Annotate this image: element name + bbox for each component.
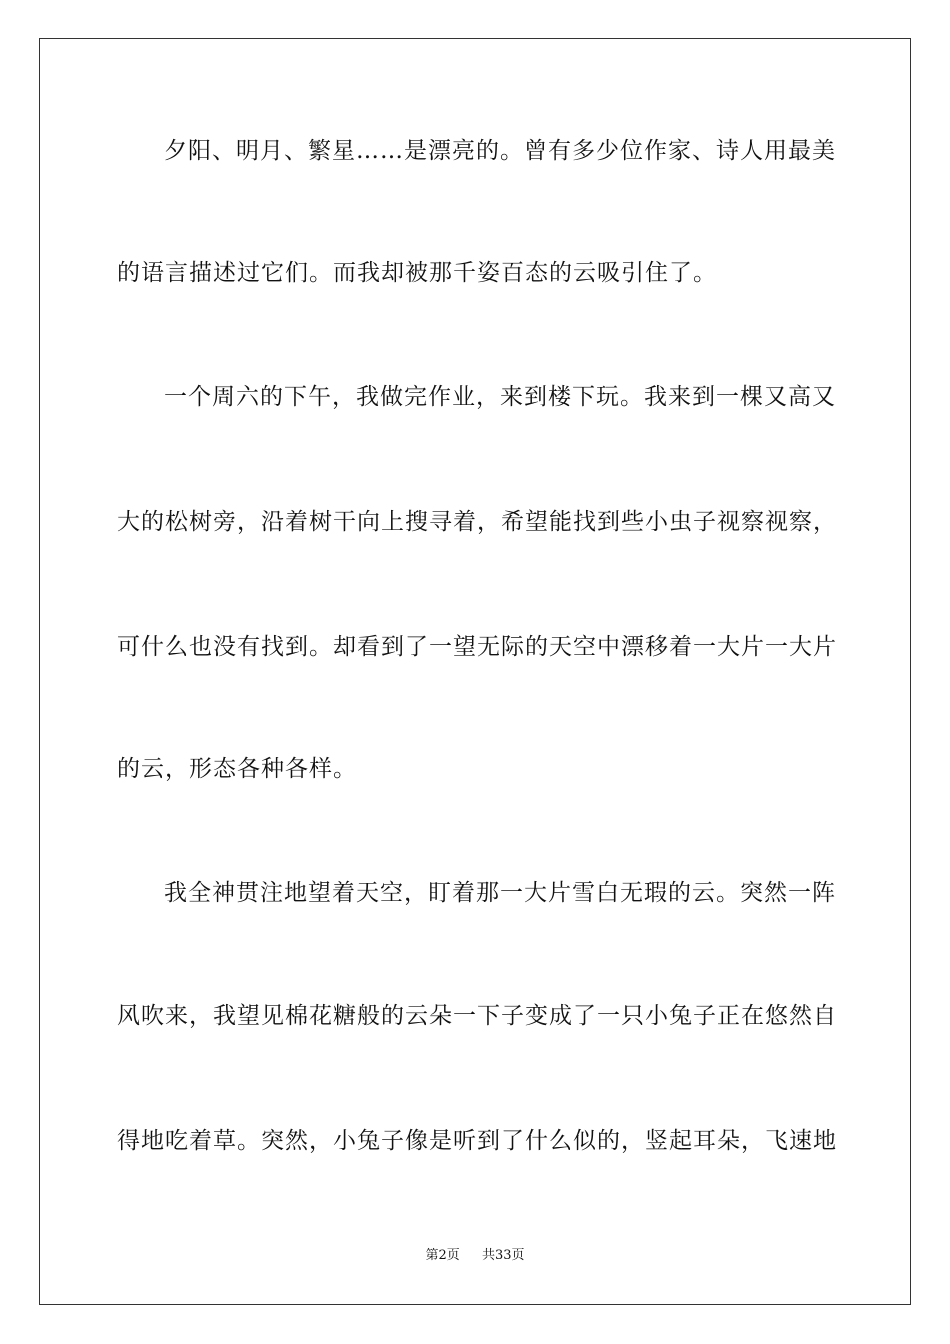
paragraph-2-line-4: 的云，形态各种各样。 [117,756,357,782]
paragraph-3-line-3: 得地吃着草。突然，小兔子像是听到了什么似的，竖起耳朵，飞速地 [117,1128,837,1154]
paragraph-2-line-1: 一个周六的下午，我做完作业，来到楼下玩。我来到一棵又高又 [164,384,836,410]
paragraph-3-line-2: 风吹来，我望见棉花糖般的云朵一下子变成了一只小兔子正在悠然自 [117,1003,837,1029]
page-number: 第2页 [425,1248,460,1263]
paragraph-1-line-2: 的语言描述过它们。而我却被那千姿百态的云吸引住了。 [117,260,717,286]
paragraph-2-line-3: 可什么也没有找到。却看到了一望无际的天空中漂移着一大片一大片 [117,634,837,660]
page-border [39,38,911,1305]
total-pages: 共33页 [482,1248,525,1263]
page-footer [0,1248,950,1264]
paragraph-2-line-2: 大的松树旁，沿着树干向上搜寻着，希望能找到些小虫子视察视察， [117,509,837,535]
paragraph-3-line-1: 我全神贯注地望着天空，盯着那一大片雪白无瑕的云。突然一阵 [164,880,836,906]
paragraph-1-line-1: 夕阳、明月、繁星……是漂亮的。曾有多少位作家、诗人用最美 [164,138,836,164]
